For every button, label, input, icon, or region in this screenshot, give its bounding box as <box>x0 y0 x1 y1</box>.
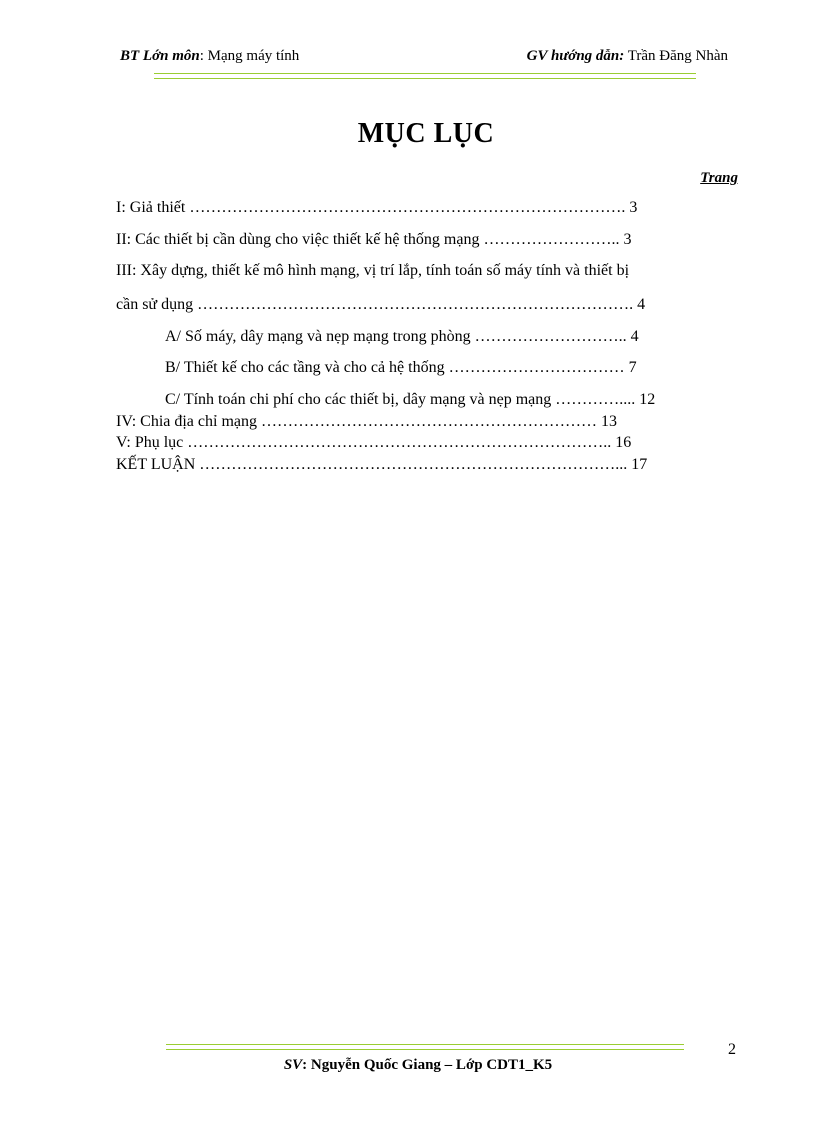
toc-entry-leader: ……………………………………………………… <box>261 413 597 430</box>
toc-entry-leader: ……………………………………………………………………... <box>199 456 628 473</box>
instructor-info <box>527 48 728 65</box>
toc-entry-page: 12 <box>635 391 656 408</box>
course-name: : Mạng máy tính <box>199 48 300 64</box>
toc-entry-page: 3 <box>625 199 638 216</box>
toc-entry-label: KẾT LUẬN <box>116 456 200 473</box>
toc-entry-page: 3 <box>619 231 632 248</box>
toc-entry-5 <box>116 434 631 452</box>
toc-entry-label: IV: Chia địa chỉ mạng <box>116 413 261 430</box>
toc-entry-leader: …………………….. <box>483 231 620 248</box>
course-label: BT Lớn môn <box>120 48 200 64</box>
student-info: : Nguyễn Quốc Giang – Lớp CDT1_K5 <box>302 1057 553 1073</box>
page-header <box>120 48 728 68</box>
toc-entry-label: C/ Tính toán chi phí cho các thiết bị, dây mạng và nẹp mạng <box>165 391 556 408</box>
toc-entry-1 <box>116 199 637 217</box>
toc-entry-conclusion <box>116 456 647 474</box>
toc-entry-3 <box>116 262 629 280</box>
toc-entry-page: 13 <box>597 413 617 430</box>
toc-entry-label: I: Giả thiết <box>116 199 190 216</box>
toc-entry-4 <box>116 413 617 431</box>
toc-entry-leader: ………………………………………………………………………. <box>189 199 626 216</box>
page-title: MỤC LỤC <box>357 118 495 149</box>
toc-entry-leader: ………….... <box>555 391 636 408</box>
student-label: SV <box>283 1057 303 1073</box>
toc-entry-page: 4 <box>626 328 639 345</box>
instructor-name: Trần Đăng Nhàn <box>624 48 728 64</box>
toc-entry-label: A/ Số máy, dây mạng và nẹp mạng trong phòng <box>165 328 475 345</box>
toc-entry-label: III: Xây dựng, thiết kế mô hình mạng, vị trí lắp, tính toán số máy tính và thiết bị <box>116 262 630 279</box>
toc-subentry-b <box>165 359 637 377</box>
toc-entry-page: 16 <box>611 434 632 451</box>
header-divider <box>154 73 696 79</box>
page-footer <box>0 1057 816 1074</box>
toc-entry-label: II: Các thiết bị cần dùng cho việc thiết kế hệ thống mạng <box>116 231 484 248</box>
toc-entry-label: V: Phụ lục <box>116 434 188 451</box>
toc-entry-3-continued <box>116 296 645 314</box>
toc-subentry-a <box>165 328 639 346</box>
instructor-label: GV hướng dẫn: <box>526 48 625 64</box>
toc-entry-label: B/ Thiết kế cho các tầng và cho cả hệ thống <box>165 359 449 376</box>
toc-entry-leader: ……………………….. <box>474 328 627 345</box>
page-column-label: Trang <box>700 170 738 186</box>
toc-entry-leader: …………………………… <box>448 359 625 376</box>
page-number: 2 <box>728 1041 736 1058</box>
toc-entry-label: cần sử dụng <box>116 296 198 313</box>
toc-entry-page: 4 <box>633 296 646 313</box>
toc-entry-2 <box>116 231 631 249</box>
toc-entry-leader: ………………………………………………………………………. <box>197 296 634 313</box>
toc-entry-page: 7 <box>624 359 637 376</box>
toc-entry-page: 17 <box>627 456 648 473</box>
footer-divider <box>166 1044 684 1050</box>
course-info <box>120 48 299 65</box>
toc-entry-leader: …………………………………………………………………….. <box>187 434 612 451</box>
toc-subentry-c <box>165 391 655 409</box>
